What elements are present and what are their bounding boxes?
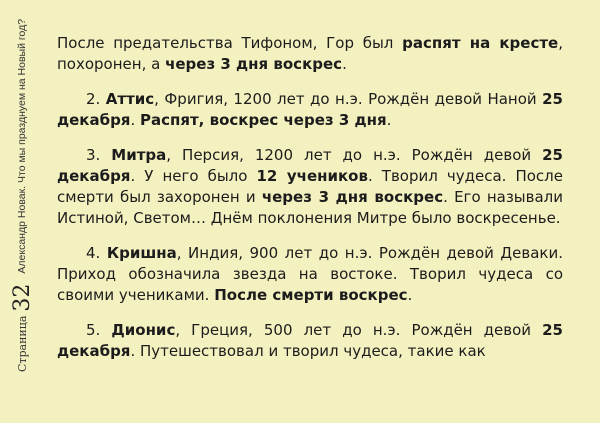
text-run: 5. [86,321,112,339]
text-run: . [407,286,413,304]
bold-text-run: 25 декабря [57,321,563,360]
bold-text-run: через 3 дня воскрес [165,55,343,73]
paragraph [57,243,563,306]
bold-text-run: Дионис [111,321,176,339]
page-body [57,33,563,376]
bold-text-run: через 3 дня воскрес [261,188,444,206]
bold-text-run: 25 декабря [57,90,563,129]
text-run: . Творил чудеса. После смерти был захоронен и [57,167,563,206]
bold-text-run: 12 учеников [256,167,368,185]
running-title: Александр Новак. Что мы празднуем на Новый год? [16,18,28,274]
text-run: , Индия, 900 лет до н.э. Рождён девой Деваки. Приход обозначила звезда на востоке. Творил чудеса со своими учениками. [57,244,563,304]
bold-text-run: Кришна [106,244,177,262]
text-run: 3. [86,146,112,164]
page-number: 32 [9,283,35,312]
text-run: , Персия, 1200 лет до н.э. Рождён девой [166,146,543,164]
text-run: 2. [86,90,106,108]
bold-text-run: Митра [111,146,167,164]
paragraph [57,33,563,75]
page-label: Страница [15,315,29,372]
running-header [0,0,46,423]
text-run: 4. [86,244,107,262]
text-run: . У него было [130,167,257,185]
text-run: . [386,111,392,129]
text-run: , Фригия, 1200 лет до н.э. Рождён девой Наной [154,90,543,108]
text-run: . [130,111,140,129]
text-run: . Его называли Истиной, Светом… Днём поклонения Митре было воскресенье. [57,188,564,227]
bold-text-run: Распят, воскрес через 3 дня [139,111,387,129]
running-header-line [2,2,42,372]
bold-text-run: 25 декабря [57,146,563,185]
text-run: После предательства Тифоном, Гор был [57,34,403,52]
bold-text-run: После смерти воскрес [214,286,408,304]
bold-text-run: Аттис [105,90,155,108]
paragraph [57,145,563,229]
text-run: , Греция, 500 лет до н.э. Рождён девой [175,321,543,339]
text-run: , похоронен, а [57,34,563,73]
bold-text-run: распят на кресте [402,34,559,52]
text-run: . [342,55,347,73]
paragraph [57,89,563,131]
paragraph [57,320,563,362]
text-run: . Путешествовал и творил чудеса, такие как [130,342,486,360]
